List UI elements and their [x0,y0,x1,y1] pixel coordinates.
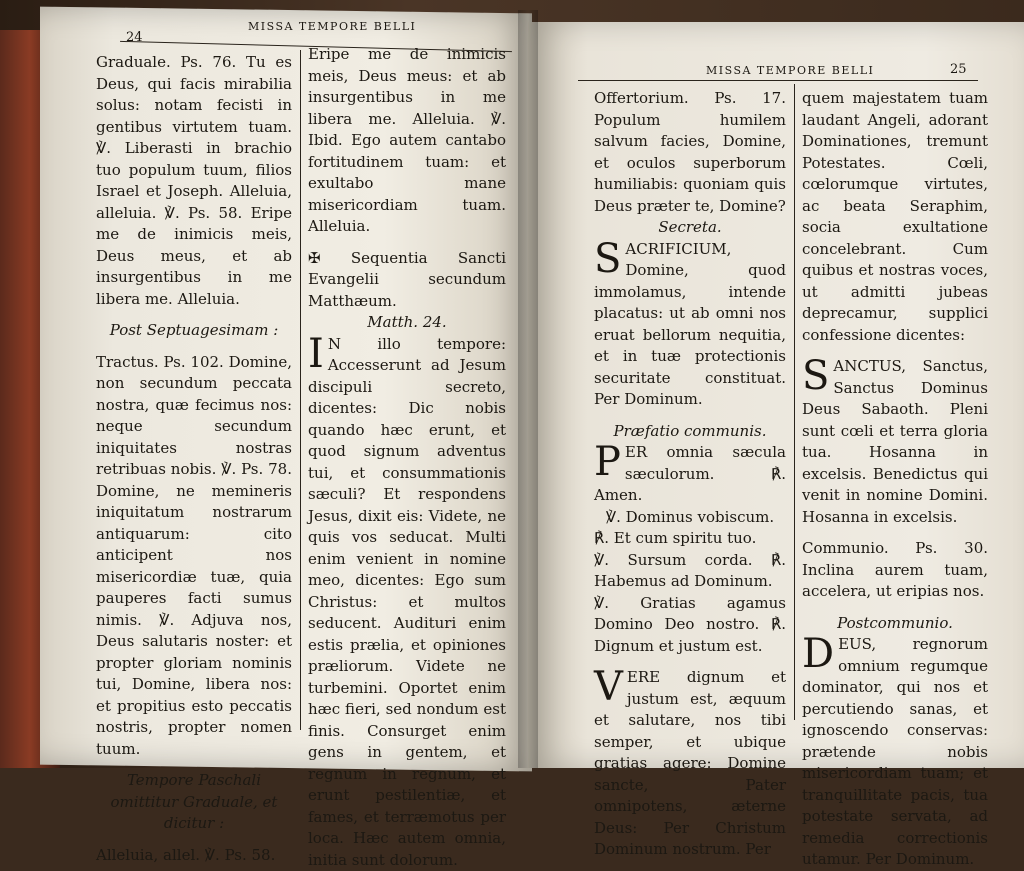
gospel-dropcap: I [308,336,324,372]
alleluia-line: Alleluia, allel. ℣. Ps. 58. [96,845,292,867]
secreta-text: SACRIFICIUM, Domine, quod immolamus, intende placatus: ut ab omni nos eruat bellorum nequitia, et in tuæ protectionis securitate constituat. Per Dominum. [594,239,786,411]
left-page-number: 24 [126,30,143,45]
postcommunio-heading: Postcommunio. [802,613,988,635]
right-col1 [594,88,786,861]
tempore-paschali-rubric: Tempore Paschali omittitur Graduale, et dicitur : [96,770,292,835]
per-dropcap: P [594,444,621,480]
versicle-dominus: ℣. Dominus vobiscum. [594,507,786,529]
matthew-reference: Matth. 24. [308,312,506,334]
post-septuagesimam-heading: Post Septuagesimam : [96,320,292,342]
right-column-divider [794,84,795,720]
tractus-text: Tractus. Ps. 102. Domine, non secundum peccata nostra, quæ fecimus nos: neque secundum iniquitates nostras retribuas nobis. ℣. Ps. 78. Domine, ne memineris iniquitatum nostrarum antiquarum: cito anticipent nos misericordiæ tuæ, quia pauperes facti sumus nimis. ℣. Adjuva nos, Deus salutaris noster: et propter gloriam nominis tui, Domine, libera nos: et propitius esto peccatis nostris, propter nomen tuum. [96,352,292,761]
right-col2 [802,88,988,871]
graduale-text: Graduale. Ps. 76. Tu es Deus, qui facis mirabilia solus: notam fecisti in gentibus virtutem tuam. ℣. Liberasti in brachio tuo populum tuum, filios Israel et Joseph. Alleluia, alleluia. ℣. Ps. 58. Eripe me de inimicis meis, Deus meus, et ab insurgentibus in me libera me. Alleluia. [96,52,292,310]
book-gutter [518,10,538,768]
vere-dropcap: V [594,669,623,705]
secreta-heading: Secreta. [594,217,786,239]
left-col2 [308,44,506,871]
left-running-head: MISSA TEMPORE BELLI [248,20,416,33]
postcommunio-text: DEUS, regnorum omnium regumque dominator, qui nos et percutiendo sanas, et ignoscendo conservas: prætende nobis misericordiam tuam; et tranquillitate pacis, tua potestate servata, ad remedia correctionis utamur. Per Dominum. [802,634,988,871]
sanctus-dropcap: S [802,358,829,394]
secreta-dropcap: S [594,241,621,277]
response-spiritu: ℟. Et cum spiritu tuo. [594,528,786,550]
preface-continuation: quem majestatem tuam laudant Angeli, adorant Dominationes, tremunt Potestates. Cœli, cœlorumque virtutes, ac beata Seraphim, socia exultatione concelebrant. Cum quibus et nostras voces, ut admitti jubeas deprecamur, supplici confessione dicentes: [802,88,988,346]
right-header-rule [578,80,978,81]
communio-text: Communio. Ps. 30. Inclina aurem tuam, accelera, ut eripias nos. [802,538,988,603]
per-omnia-text: PER omnia sæcula sæculorum. ℟. Amen. [594,442,786,507]
gospel-text: I N illo tempore: Accesserunt ad Jesum discipuli secreto, dicentes: Dic nobis quando hæc erunt, et quod signum adventus tui, et consummationis sæculi? Et respondens Jesus, dixit eis: Videte, ne quis vos seducat. Multi enim venient in nomine meo, dicentes: Ego sum Christus: et multos seducent. Audituri enim estis prælia, et opiniones præliorum. Videte ne turbemini. Oportet enim hæc fieri, sed nondum est finis. Consurget enim gens in gentem, et regnum in regnum, et erunt pestilentiæ, et fames, et terræmotus per loca. Hæc autem omnia, initia sunt dolorum. [308,334,506,871]
versicle-sursum: ℣. Sursum corda. ℟. Habemus ad Dominum. [594,550,786,593]
versicle-gratias: ℣. Gratias agamus Domino Deo nostro. ℟. Dignum et justum est. [594,593,786,658]
eripe-text: Eripe me de inimicis meis, Deus meus: et ab insurgentibus in me libera me. Alleluia. ℣. Ibid. Ego autem cantabo fortitudinem tuam: et exultabo mane misericordiam tuam. Alleluia. [308,44,506,238]
right-page-number: 25 [950,62,967,77]
left-column-divider [300,50,301,730]
praefatio-heading: Præfatio communis. [594,421,786,443]
vere-dignum-text: VERE dignum et justum est, æquum et salutare, nos tibi semper, et ubique gratias agere: Domine sancte, Pater omnipotens, æterne Deus: Per Christum Dominum nostrum. Per [594,667,786,861]
sanctus-text: SANCTUS, Sanctus, Sanctus Dominus Deus Sabaoth. Pleni sunt cœli et terra gloria tua. Hosanna in excelsis. Benedictus qui venit in nomine Domini. Hosanna in excelsis. [802,356,988,528]
right-running-head: MISSA TEMPORE BELLI [706,64,874,77]
offertorium-text: Offertorium. Ps. 17. Populum humilem salvum facies, Domine, et oculos superborum humiliabis: quoniam quis Deus præter te, Domine? [594,88,786,217]
sequentia-heading: ✠ Sequentia Sancti Evangelii secundum Matthæum. [308,248,506,313]
left-col1 [96,52,292,866]
deus-dropcap: D [802,636,834,672]
